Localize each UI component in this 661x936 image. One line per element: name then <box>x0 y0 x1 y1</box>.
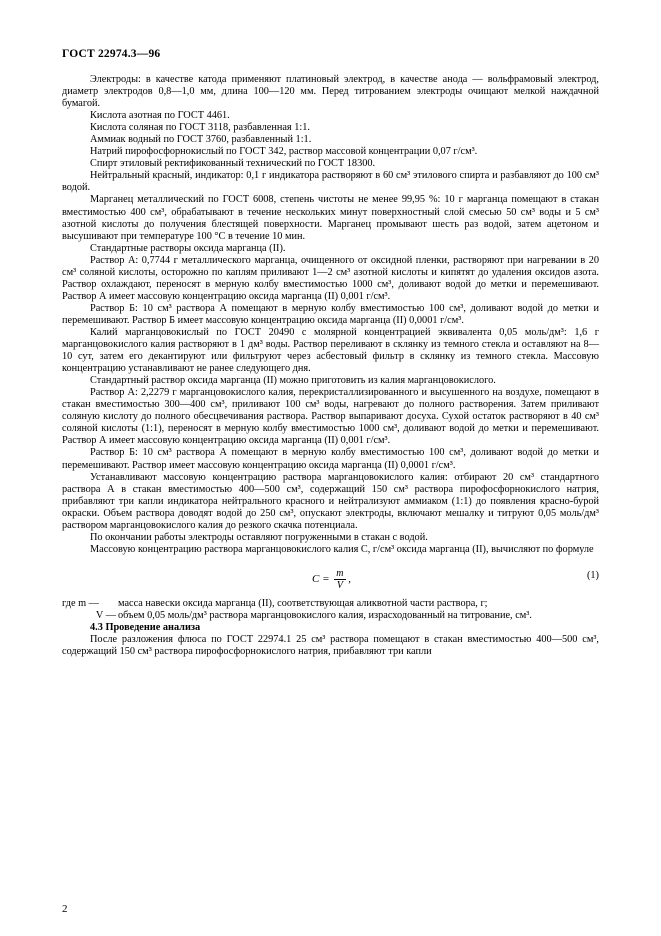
paragraph-solution-a: Раствор А: 0,7744 г металлического марганца, очищенного от оксидной пленки, растворяют при нагревании в 20 см³ соляной кислоты, осторожно по каплям приливают 1—2 см³ азотной кислоты и кипятят до удаления оксидов азота. Раствор охлаждают, переносят в мерную колбу вместимостью 1000 см³, доливают водой до метки и перемешивают. Раствор А имеет массовую концентрацию оксида марганца (II) 0,001 г/см³. <box>62 254 599 302</box>
paragraph-ethanol: Спирт этиловый ректификованный технический по ГОСТ 18300. <box>90 158 376 170</box>
formula-numerator: m <box>336 567 344 579</box>
paragraph-electrodes-storage: По окончании работы электроды оставляют погруженными в стакан с водой. <box>90 531 428 543</box>
where-v-definition: объем 0,05 моль/дм³ раствора марганцовокислого калия, израсходованный на титрование, см³. <box>118 609 532 621</box>
where-m-symbol: где m — <box>62 597 99 609</box>
paragraph-solution-b: Раствор Б: 10 см³ раствора А помещают в мерную колбу вместимостью 100 см³, доливают водой до метки и перемешивают. Раствор Б имеет массовую концентрацию оксида марганца (II) 0,0001 г/см³. <box>62 302 599 326</box>
page-number: 2 <box>62 903 68 915</box>
formula-tail: , <box>348 572 351 585</box>
formula-fraction <box>334 568 345 591</box>
document-body <box>62 74 599 658</box>
paragraph-solution-b-alt: Раствор Б: 10 см³ раствора А помещают в мерную колбу вместимостью 100 см³, доливают водой до метки и перемешивают. Раствор имеет массовую концентрацию оксида марганца (II) 0,0001 г/см³. <box>62 447 599 471</box>
paragraph-titration: Устанавливают массовую концентрацию раствора марганцовокислого калия: отбирают 20 см³ стандартного раствора А в стакан вместимостью 400—500 см³, содержащий 150 см³ раствора пирофосфорнокислого натрия, прибавляют три капли индикатора нейтрального красного и нейтрализуют аммиаком (1:1) до появления красно-бурой окраски. Объем раствора доводят водой до 250 см³, опускают электроды, включают мешалку и титруют 0,05 моль/дм³ раствором марганцовокислого калия до резкого скачка потенциала. <box>62 471 599 531</box>
paragraph-manganese-metal: Марганец металлический по ГОСТ 6008, степень чистоты не менее 99,95 %: 10 г марганца помещают в стакан вместимостью 400 см³, обрабатывают в течение нескольких минут поверхностный слой смесью 50 см³ воды и 5 см³ азотной кислоты до получения блестящей поверхности. Марганец промывают шесть раз водой, затем ацетоном и высушивают при температуре 100 °С в течение 10 мин. <box>62 194 599 242</box>
paragraph-hydrochloric-acid: Кислота соляная по ГОСТ 3118, разбавленная 1:1. <box>90 122 310 134</box>
formula-denominator: V <box>336 579 343 591</box>
formula-number: (1) <box>586 569 599 581</box>
paragraph-standard-alt: Стандартный раствор оксида марганца (II) можно приготовить из калия марганцовокислого. <box>90 375 496 387</box>
where-m-definition: масса навески оксида марганца (II), соответствующая аликвотной части раствора, г; <box>118 597 488 609</box>
paragraph-solution-a-alt: Раствор А: 2,2279 г марганцовокислого калия, перекристаллизированного и высушенного на воздухе, помещают в стакан вместимостью 300—400 см³, приливают 100 см³ воды, нагревают до полного растворения. Затем приливают соляную кислоту до полного обесцвечивания раствора. Раствор выпаривают досуха. Сухой остаток растворяют в 40 см³ соляной кислоты (1:1), переносят в мерную колбу вместимостью 1000 см³, доливают водой до метки и перемешивают. Раствор А имеет массовую концентрацию оксида марганца (II) 0,001 г/см³. <box>62 387 599 447</box>
formula-block <box>62 562 599 592</box>
paragraph-standard-solutions: Стандартные растворы оксида марганца (II). <box>90 242 286 254</box>
section-title: 4.3 Проведение анализа <box>90 621 201 633</box>
paragraph-sodium-pyrophosphate: Натрий пирофосфорнокислый по ГОСТ 342, раствор массовой концентрации 0,07 г/см³. <box>90 146 478 158</box>
paragraph-nitric-acid: Кислота азотная по ГОСТ 4461. <box>90 110 230 122</box>
where-v-symbol: V — <box>95 609 116 621</box>
paragraph-analysis: После разложения флюса по ГОСТ 22974.1 25 см³ раствора помещают в стакан вместимостью 400—500 см³, содержащий 150 см³ раствора пирофосфорнокислого натрия, прибавляют три капли <box>62 634 599 658</box>
paragraph-ammonia: Аммиак водный по ГОСТ 3760, разбавленный 1:1. <box>90 134 312 146</box>
paragraph-formula-intro: Массовую концентрацию раствора марганцовокислого калия С, г/см³ оксида марганца (II), вычисляют по формуле <box>90 543 594 555</box>
paragraph-electrodes: Электроды: в качестве катода применяют платиновый электрод, в качестве анода — вольфрамовый электрод, диаметр электродов 0,8—1,0 мм, длина 100—120 мм. Перед титрованием электроды очищают мелкой наждачной бумагой. <box>62 74 599 110</box>
document-header: ГОСТ 22974.3—96 <box>62 48 161 60</box>
where-v <box>62 610 599 622</box>
formula-lhs: С = <box>312 572 330 585</box>
paragraph-neutral-red: Нейтральный красный, индикатор: 0,1 г индикатора растворяют в 60 см³ этилового спирта и разбавляют до 100 см³ водой. <box>62 170 599 194</box>
where-m <box>62 598 599 610</box>
paragraph-potassium-permanganate: Калий марганцовокислый по ГОСТ 20490 с молярной концентрацией эквивалента 0,05 моль/дм³: 1,6 г марганцовокислого калия растворяют в 1 дм³ воды. Раствор переливают в склянку из темного стекла и оставляют на 8—10 сут, затем его декантируют или фильтруют через асбестовый фильтр в склянку из темного стекла. Массовую концентрацию устанавливают не ранее следующего дня. <box>62 326 599 375</box>
formula-expression <box>312 568 351 591</box>
